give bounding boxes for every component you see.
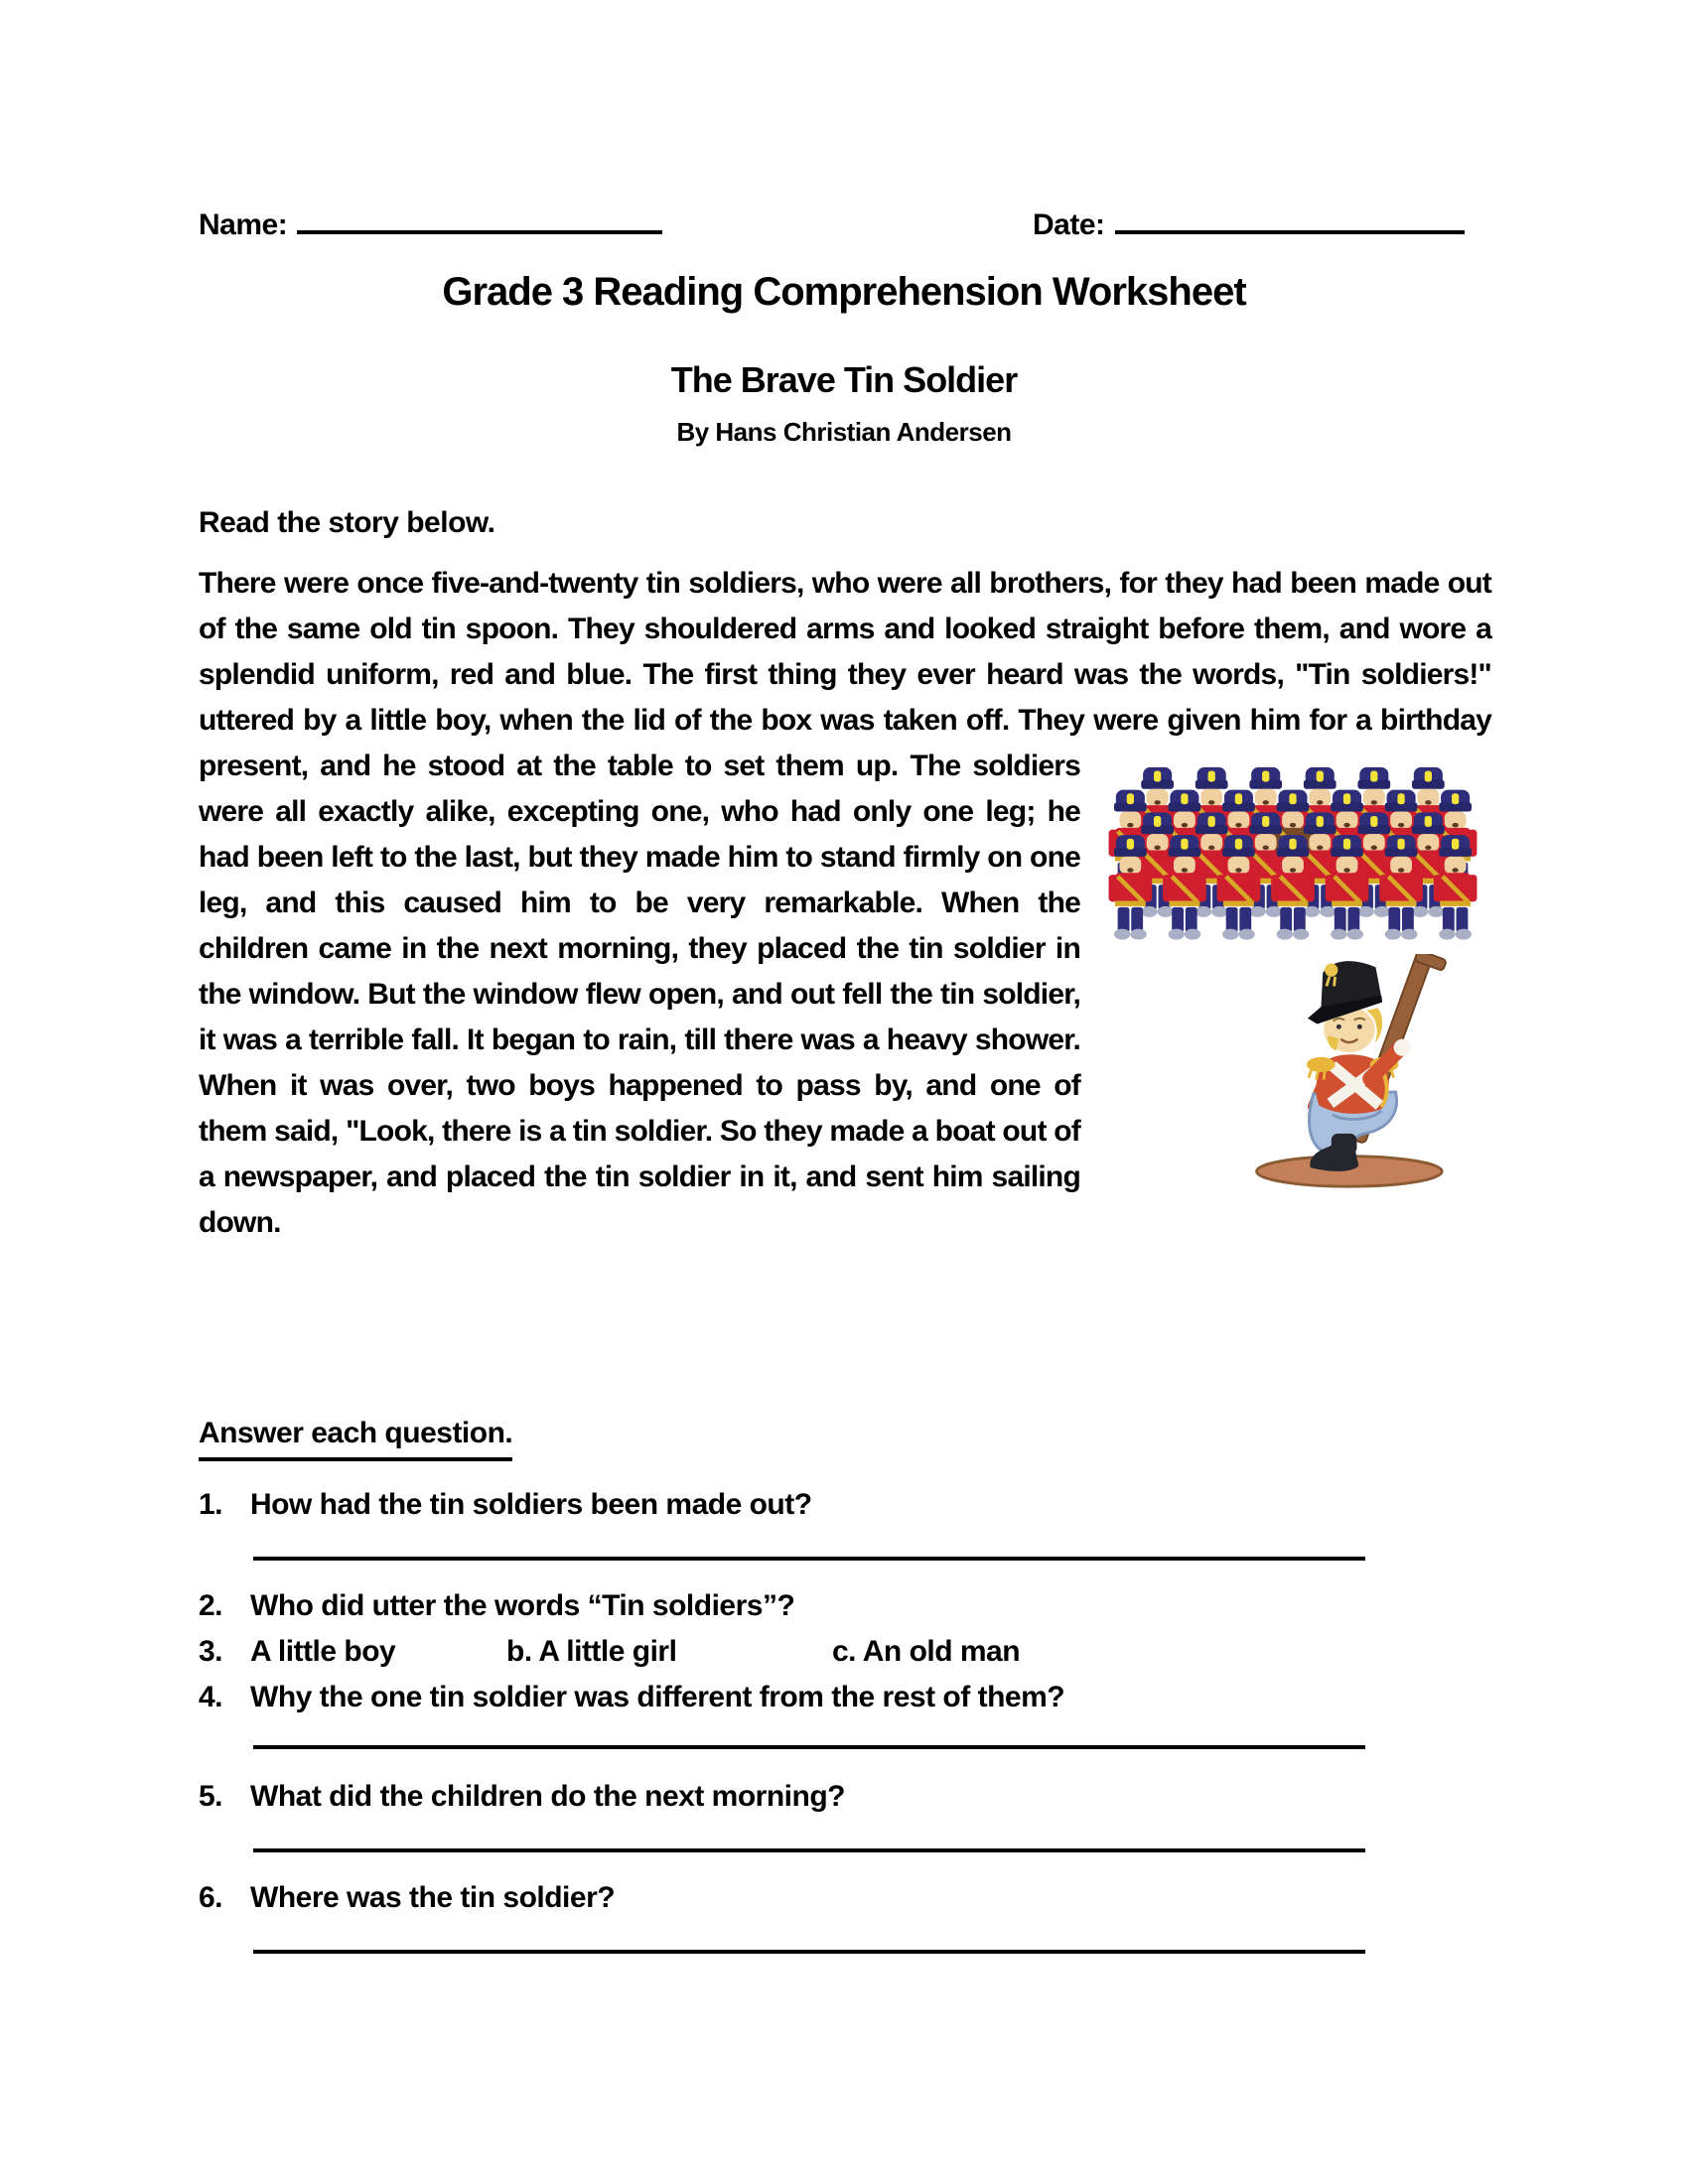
question-1 [199, 1485, 1491, 1525]
story-illustrations [1094, 744, 1491, 1190]
story-text-part2: present, and he stood at the table to set them up. The soldiers were all exactly alike, excepting one, who had only one leg; he had been left to the last, but they made him to stand firmly on one leg, and this caused him to be very remarkable. When the children came in the next morning, they placed the tin soldier in the window. But the window flew open, and out fell the tin soldier, it was a terrible fall. It began to rain, till there was a heavy shower. When it was over, two boys happened to pass by, and one of them said, "Look, there is a tin soldier. So they made a boat out of a newspaper, and placed the tin soldier in it, and sent him sailing down. [199, 750, 1080, 1239]
question-5 [199, 1777, 1491, 1817]
questions-header: Answer each question. [199, 1414, 1491, 1461]
question-6 [199, 1878, 1491, 1918]
question-4-text: Why the one tin soldier was different from the rest of them? [250, 1681, 1065, 1713]
question-1-text: How had the tin soldiers been made out? [250, 1488, 812, 1521]
question-1-number: 1. [199, 1488, 223, 1521]
questions-section [199, 1414, 1491, 1954]
question-3-options [250, 1632, 1491, 1672]
story-byline: By Hans Christian Andersen [676, 417, 1012, 447]
question-2-number: 2. [199, 1589, 223, 1622]
question-3-option-b[interactable]: b. A little girl [506, 1635, 677, 1668]
answer-line-3[interactable] [253, 1848, 1365, 1852]
question-2 [199, 1586, 1491, 1626]
question-3 [199, 1632, 1491, 1672]
question-4 [199, 1678, 1491, 1717]
question-4-number: 4. [199, 1681, 223, 1713]
date-input-line[interactable] [1115, 205, 1465, 234]
date-field [1033, 205, 1465, 242]
read-instruction: Read the story below. [199, 506, 495, 539]
story-text-part1: There were once five-and-twenty tin soldiers, who were all brothers, for they had been made out of the same old tin spoon. They shouldered arms and looked straight before them, and wore a splendid uniform, red and blue. The first thing they ever heard was the words, "Tin soldiers!" uttered by a little boy, when the lid of the box was taken off. They were given him for a birthday [199, 567, 1491, 737]
name-input-line[interactable] [297, 205, 662, 234]
question-6-number: 6. [199, 1881, 223, 1914]
answer-line-4[interactable] [253, 1950, 1365, 1954]
question-6-text: Where was the tin soldier? [250, 1881, 616, 1914]
story-title: The Brave Tin Soldier [670, 359, 1018, 400]
answer-line-2[interactable] [253, 1745, 1365, 1749]
tin-soldier-image [1231, 954, 1462, 1190]
tin-soldiers-group-image [1094, 765, 1491, 946]
answer-line-1[interactable] [253, 1557, 1365, 1561]
question-3-option-c[interactable]: c. An old man [832, 1635, 1021, 1668]
question-3-option-a[interactable]: A little boy [250, 1635, 396, 1668]
story-paragraph [199, 561, 1491, 1246]
name-field [199, 205, 662, 242]
worksheet-title: Grade 3 Reading Comprehension Worksheet [442, 270, 1246, 314]
question-5-text: What did the children do the next morning? [250, 1780, 845, 1813]
name-label: Name: [199, 208, 288, 241]
date-label: Date: [1033, 208, 1105, 241]
question-3-number: 3. [199, 1635, 223, 1668]
question-2-text: Who did utter the words “Tin soldiers”? [250, 1589, 795, 1622]
question-5-number: 5. [199, 1780, 223, 1813]
